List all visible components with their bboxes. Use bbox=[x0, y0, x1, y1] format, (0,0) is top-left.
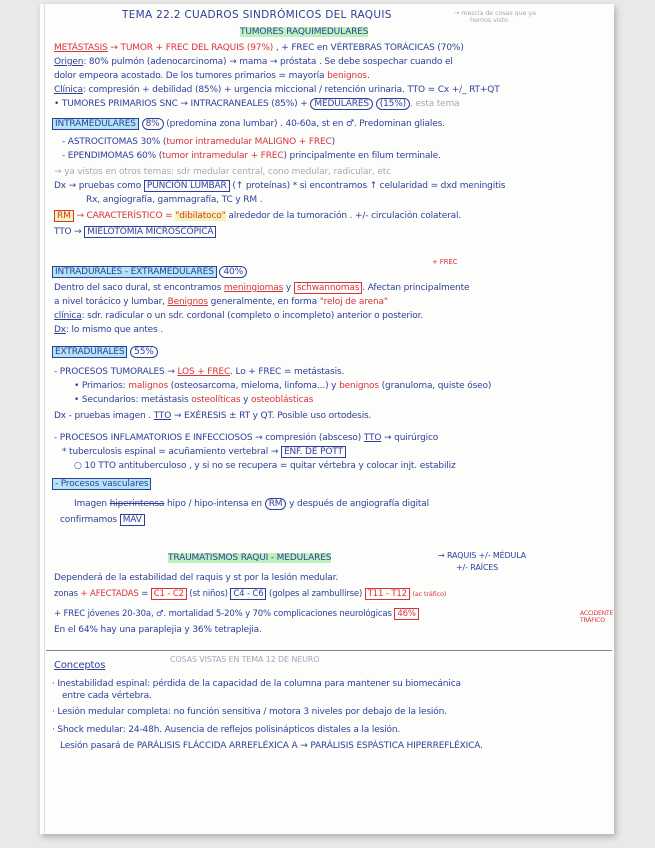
angiografia-text: y después de angiografía digital bbox=[289, 499, 429, 509]
dolor-text: dolor empeora acostado. De los tumores primarios = mayoría bbox=[54, 71, 325, 81]
section-title-traumatismos bbox=[168, 552, 331, 564]
t11-t12-box: T11 - T12 bbox=[365, 588, 410, 600]
metastasis-toracicas: , + FREC en VÉRTEBRAS TORÁCICAS (70%) bbox=[275, 43, 464, 53]
tto-label-2: TTO bbox=[153, 411, 172, 421]
medulares-circled: MEDULARES bbox=[310, 98, 373, 110]
rm-quote: "dibilatoco" bbox=[175, 211, 226, 221]
dx-puncion-text: Dx → pruebas como bbox=[54, 181, 142, 191]
clinica-label: Clínica bbox=[54, 85, 83, 95]
medulares-pct: (15%) bbox=[376, 98, 410, 110]
line-primarios bbox=[74, 380, 491, 392]
line-intramedulares bbox=[52, 118, 445, 130]
mav-box: MAV bbox=[120, 514, 145, 526]
line-dolor bbox=[54, 70, 370, 82]
header-note-1: → mezcla de cosas que ya bbox=[454, 9, 536, 17]
los-mas-frec: LOS + FREC bbox=[177, 367, 231, 377]
ependimomas-rest: ) principalmente en filum terminale. bbox=[283, 151, 441, 161]
rm-caracteristico: → CARACTERÍSTICO = bbox=[76, 211, 173, 221]
trafico-word: TRÁFICO bbox=[580, 617, 605, 624]
c4-c6-note: (golpes al zambullirse) bbox=[269, 589, 363, 599]
tumores-primarios-text: • TUMORES PRIMARIOS SNC → INTRACRANEALES (85%) + bbox=[54, 99, 308, 109]
dolor-period: . bbox=[366, 71, 370, 81]
line-confirmamos bbox=[60, 514, 145, 526]
saco-dural-text: Dentro del saco dural, st encontramos bbox=[54, 283, 222, 293]
metastasis-label: METÁSTASIS bbox=[54, 43, 108, 53]
accidente-word: ACCIDENTE bbox=[580, 610, 614, 617]
benignos-word-2: Benignos bbox=[167, 297, 208, 307]
line-metastasis bbox=[54, 42, 464, 54]
line-clinica bbox=[54, 84, 500, 96]
traumatismos-side-1: → RAQUIS +/- MÉDULA bbox=[438, 551, 527, 560]
line-zonas bbox=[54, 588, 446, 600]
meningiomas-word: meningiomas bbox=[223, 283, 284, 293]
secundarios-label: • Secundarios: metástasis bbox=[74, 395, 189, 405]
conceptos-aside: COSAS VISTAS EN TEMA 12 DE NEURO bbox=[170, 655, 320, 664]
malignos-word: malignos bbox=[128, 381, 168, 391]
c1-c2-note: (st niños) bbox=[189, 589, 228, 599]
line-procesos-tumorales bbox=[54, 366, 344, 378]
hipo-intensa-text: hipo / hipo-intensa en bbox=[166, 499, 262, 509]
origen-label: Origen bbox=[54, 57, 84, 67]
frec-note: + FREC bbox=[432, 258, 458, 266]
t11-t12-note: (ac tráfico) bbox=[412, 590, 447, 598]
conceptos-title: Conceptos bbox=[54, 660, 106, 671]
line-intradurales bbox=[52, 266, 247, 278]
zonas-label: zonas bbox=[54, 589, 78, 599]
accidente-note bbox=[580, 610, 613, 624]
secundarios-y: y bbox=[243, 395, 249, 405]
line-ya-vistos: → ya vistos en otros temas: sdr medular central, cono medular, radicular, etc bbox=[54, 167, 391, 177]
clinica-label-2: clínica bbox=[54, 311, 82, 321]
tuberculosis-text: * tuberculosis espinal = acuñamiento vertebral → bbox=[62, 447, 279, 457]
dx-mismo-text: : lo mismo que antes . bbox=[65, 325, 164, 335]
extradurales-pct: 55% bbox=[130, 346, 158, 358]
rm-box: RM bbox=[54, 210, 74, 222]
line-tto-mielotomia bbox=[54, 226, 216, 238]
primarios-label: • Primarios: bbox=[74, 381, 126, 391]
pott-box: ENF. DE POTT bbox=[281, 446, 346, 458]
extradurales-title: EXTRADURALES bbox=[52, 346, 127, 358]
astrocitomas-text: - ASTROCITOMAS 30% ( bbox=[62, 137, 167, 147]
frec-jovenes-text: + FREC jóvenes 20-30a, ♂. mortalidad 5-20% y 70% complicaciones neurológicas bbox=[54, 609, 392, 619]
mas-afectadas: + AFECTADAS bbox=[80, 589, 139, 599]
page-title: TEMA 22.2 CUADROS SINDRÓMICOS DEL RAQUIS bbox=[122, 9, 392, 21]
tto-label-3: TTO bbox=[363, 433, 382, 443]
quirurgico-text: → quirúrgico bbox=[384, 433, 439, 443]
osteoliticas-word: osteolíticas bbox=[191, 395, 241, 405]
procesos-tumorales-text: - PROCESOS TUMORALES → bbox=[54, 367, 175, 377]
line-nivel-toracico bbox=[54, 296, 388, 308]
divider-line bbox=[46, 650, 612, 651]
astrocitomas-close: ) bbox=[331, 137, 336, 147]
imagen-label: Imagen bbox=[74, 499, 107, 509]
osteoblasticas-word: osteoblásticas bbox=[251, 395, 314, 405]
puncion-lumbar-box: PUNCIÓN LUMBAR bbox=[144, 180, 230, 192]
rm-circled: RM bbox=[265, 498, 287, 510]
hiperintensa-crossed: hiperintensa bbox=[109, 499, 165, 509]
line-estabilidad: Dependerá de la estabilidad del raquis y st por la lesión medular. bbox=[54, 573, 339, 583]
intramedulares-pct: 8% bbox=[142, 118, 164, 130]
metastasis-text: → TUMOR + FREC DEL RAQUIS (97%) bbox=[110, 43, 274, 53]
confirmamos-text: confirmamos bbox=[60, 515, 117, 525]
astrocitomas-note: tumor intramedular MALIGNO + FREC bbox=[166, 137, 332, 147]
line-procesos-inflamatorios bbox=[54, 432, 438, 444]
primarios-list: (osteosarcoma, mieloma, linfoma...) y bbox=[170, 381, 337, 391]
dx-label: Dx bbox=[54, 325, 66, 335]
zonas-equals: = bbox=[141, 589, 149, 599]
concept-inestabilidad: · Inestabilidad espinal: pérdida de la capacidad de la columna para mantener su biomecánica bbox=[52, 679, 461, 689]
clinica-radicular-text: : sdr. radicular o un sdr. cordonal (completo o incompleto) anterior o posterior. bbox=[81, 311, 424, 321]
line-tto-antituberculoso: ○ 10 TTO antituberculoso , y si no se recupera = quitar vértebra y colocar injt. estabiliz bbox=[74, 461, 456, 471]
line-saco-dural bbox=[54, 282, 469, 294]
benignos-word-3: benignos bbox=[339, 381, 379, 391]
section-title-tumores-text: TUMORES RAQUIMEDULARES bbox=[240, 27, 369, 37]
header-note-2: hemos visto bbox=[470, 16, 508, 24]
reloj-arena: "reloj de arena" bbox=[319, 297, 388, 307]
procesos-vasculares-title: - Procesos vasculares bbox=[52, 478, 151, 490]
line-dx-puncion bbox=[54, 180, 505, 192]
notebook-page bbox=[40, 4, 614, 834]
procesos-inflamatorios-text: - PROCESOS INFLAMATORIOS E INFECCIOSOS → compresión (absceso) bbox=[54, 433, 362, 443]
page-margin-line bbox=[44, 4, 45, 834]
line-secundarios bbox=[74, 394, 313, 406]
dx-puncion-rest: (↑ proteínas) * si encontramos ↑ celularidad = dxd meningitis bbox=[232, 181, 506, 191]
line-dx-mismo bbox=[54, 324, 163, 336]
line-rm bbox=[54, 210, 461, 222]
tto-label: TTO → bbox=[54, 227, 82, 237]
concept-shock-medular: · Shock medular: 24-48h. Ausencia de reflejos polisinápticos distales a la lesión. bbox=[52, 725, 401, 735]
c1-c2-box: C1 - C2 bbox=[151, 588, 187, 600]
c4-c6-box: C4 - C6 bbox=[230, 588, 266, 600]
mielotomia-box: MIELOTOMÍA MICROSCÓPICA bbox=[84, 226, 216, 238]
line-extradurales bbox=[52, 346, 158, 358]
ependimomas-text: - EPENDIMOMAS 60% ( bbox=[62, 151, 163, 161]
benignos-word: benignos bbox=[327, 71, 367, 81]
rm-rest: alrededor de la tumoración . +/- circulación colateral. bbox=[228, 211, 462, 221]
dx-imagen-rest: → EXÉRESIS ± RT y QT. Posible uso ortodesis. bbox=[173, 411, 372, 421]
line-paraplejia: En el 64% hay una paraplejia y 36% tetraplejia. bbox=[54, 625, 262, 635]
traumatismos-side-2: +/- RAÍCES bbox=[456, 563, 499, 572]
line-origen bbox=[54, 56, 453, 68]
primarios-benignos-list: (granuloma, quiste óseo) bbox=[381, 381, 492, 391]
procesos-tumorales-rest: . Lo + FREC = metástasis. bbox=[230, 367, 345, 377]
dx-imagen-text: Dx - pruebas imagen . bbox=[54, 411, 151, 421]
pct-46-box: 46% bbox=[394, 608, 418, 620]
line-clinica-radicular bbox=[54, 310, 423, 322]
ependimomas-note: tumor intramedular + FREC bbox=[162, 151, 284, 161]
line-tuberculosis bbox=[62, 446, 346, 458]
concept-paralisis: Lesión pasará de PARÁLISIS FLÁCCIDA ARREFLÉXICA A → PARÁLISIS ESPÁSTICA HIPERREFLÉXICA. bbox=[60, 741, 483, 751]
concept-lesion-completa: · Lesión medular completa: no función sensitiva / motora 3 niveles por debajo de la lesión. bbox=[52, 707, 447, 717]
generalmente-text: generalmente, en forma bbox=[210, 297, 317, 307]
line-procesos-vasculares bbox=[52, 478, 151, 490]
esta-tema-note: , esta tema bbox=[410, 99, 460, 109]
line-frec-jovenes bbox=[54, 608, 419, 620]
nivel-toracico-text: a nivel torácico y lumbar, bbox=[54, 297, 165, 307]
concept-inestabilidad-cont: entre cada vértebra. bbox=[62, 691, 152, 701]
line-pruebas: Rx, angiografía, gammagrafía, TC y RM . bbox=[86, 195, 263, 205]
saco-dural-y: y bbox=[285, 283, 292, 293]
clinica-text: : compresión + debilidad (85%) + urgencia miccional / retención urinaria. TTO = Cx +/_ RT+QT bbox=[82, 85, 500, 95]
line-imagen-rm bbox=[74, 498, 429, 510]
line-ependimomas bbox=[62, 150, 441, 162]
schwannomas-box: schwannomas bbox=[294, 282, 362, 294]
line-astrocitomas bbox=[62, 136, 335, 148]
intramedulares-text: (predomina zona lumbar) . 40-60a, st en ♂. Predominan gliales. bbox=[166, 119, 445, 129]
line-dx-imagen bbox=[54, 410, 371, 422]
intramedulares-title: INTRAMEDULARES bbox=[52, 118, 139, 130]
intradurales-pct: 40% bbox=[219, 266, 247, 278]
saco-dural-rest: . Afectan principalmente bbox=[362, 283, 470, 293]
line-tumores-primarios bbox=[54, 98, 460, 110]
origen-text: : 80% pulmón (adenocarcinoma) → mama → próstata . Se debe sospechar cuando el bbox=[83, 57, 453, 67]
section-title-tumores bbox=[240, 26, 368, 38]
traumatismos-title: TRAUMATISMOS RAQUI - MEDULARES bbox=[168, 553, 332, 563]
intradurales-title: INTRADURALES - EXTRAMEDULARES bbox=[52, 266, 217, 278]
